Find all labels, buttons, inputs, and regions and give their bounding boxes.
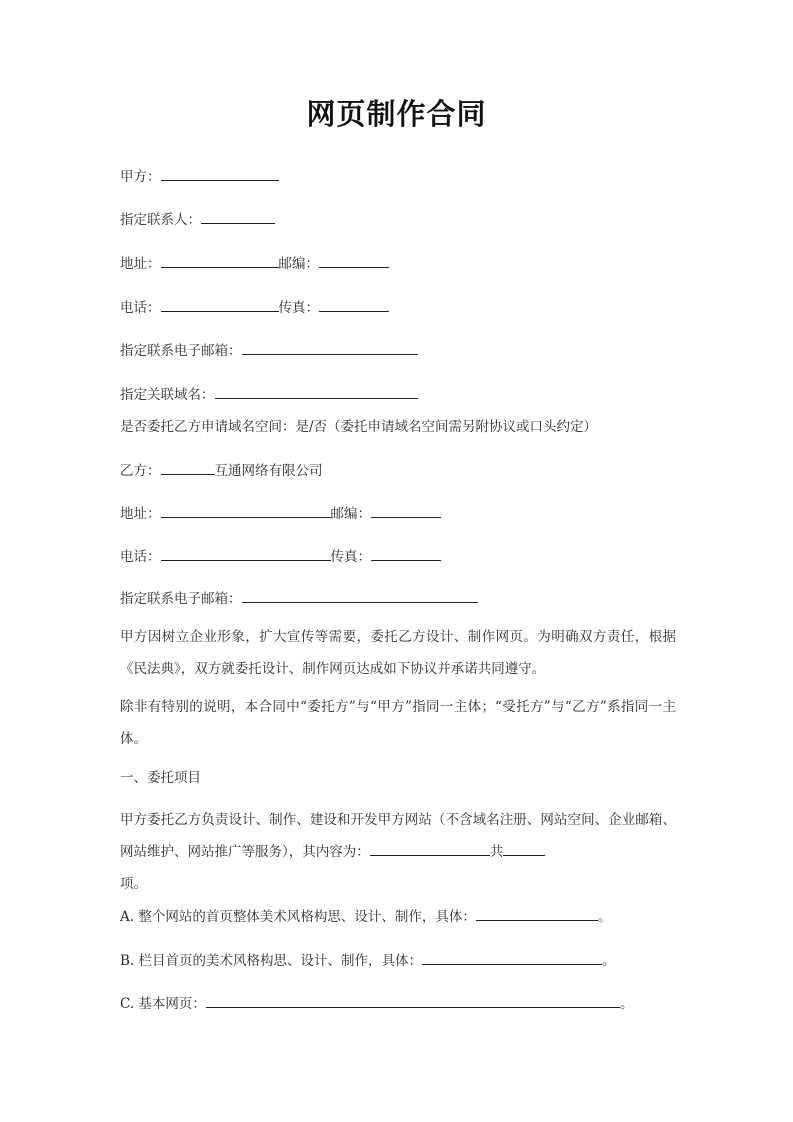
party-a-domain-label: 指定关联域名： xyxy=(120,387,215,403)
party-a-domain-line xyxy=(120,384,418,405)
party-b-phone-line xyxy=(120,546,441,567)
item-c-text: C. 基本网页： xyxy=(120,996,206,1012)
party-b-address-line xyxy=(120,503,441,524)
section-1-content-blank[interactable] xyxy=(370,841,490,856)
party-b-email-blank[interactable] xyxy=(242,588,478,603)
party-a-address-blank[interactable] xyxy=(161,253,279,268)
section-1-text: 甲方委托乙方负责设计、制作、建设和开发甲方网站（不含域名注册、网站空间、企业邮箱、网站维护、网站推广等服务），其内容为： xyxy=(120,812,676,860)
party-a-contact-blank[interactable] xyxy=(201,209,275,224)
party-a-fax-label: 传真： xyxy=(278,300,319,316)
party-b-postcode-label: 邮编： xyxy=(330,506,371,522)
item-a-end: 。 xyxy=(597,909,612,925)
party-b-email-line xyxy=(120,588,478,609)
item-b-end: 。 xyxy=(602,953,616,969)
item-c xyxy=(120,993,633,1014)
section-1-heading: 一、委托项目 xyxy=(120,770,201,786)
party-b-postcode-blank[interactable] xyxy=(371,503,441,518)
party-b-phone-blank[interactable] xyxy=(161,546,331,561)
party-a-address-line xyxy=(120,253,389,274)
section-1-paragraph xyxy=(120,804,676,900)
item-c-end: 。 xyxy=(619,996,634,1012)
party-a-email-line xyxy=(120,340,418,361)
party-a-postcode-blank[interactable] xyxy=(319,253,389,268)
item-a xyxy=(120,906,611,927)
item-c-blank[interactable] xyxy=(206,993,620,1008)
party-b-line xyxy=(120,460,323,481)
party-a-fax-blank[interactable] xyxy=(319,297,389,312)
party-a-contact-line xyxy=(120,209,275,230)
domain-question: 是否委托乙方申请域名空间：是/否（委托申请域名空间需另附协议或口头约定） xyxy=(120,419,598,435)
party-b-address-blank[interactable] xyxy=(161,503,331,518)
party-a-phone-label: 电话： xyxy=(120,300,161,316)
party-a-phone-line xyxy=(120,297,389,318)
section-1-unit: 项。 xyxy=(120,876,147,892)
party-a-domain-blank[interactable] xyxy=(215,384,418,399)
section-1-count-blank[interactable] xyxy=(503,841,545,856)
item-b xyxy=(120,950,616,971)
definition-paragraph: 除非有特别的说明，本合同中“委托方”与“甲方”指同一主体；“受托方”与“乙方”系指同一主体。 xyxy=(120,699,676,747)
section-1-total: 共 xyxy=(489,844,504,860)
document-title: 网页制作合同 xyxy=(306,97,487,131)
party-b-address-label: 地址： xyxy=(120,506,161,522)
item-b-text: B. 栏目首页的美术风格构思、设计、制作，具体： xyxy=(120,953,423,969)
party-a-address-label: 地址： xyxy=(120,256,161,272)
party-b-company: 互通网络有限公司 xyxy=(214,463,323,479)
party-a-phone-blank[interactable] xyxy=(161,297,279,312)
party-a-postcode-label: 邮编： xyxy=(278,256,319,272)
party-b-blank[interactable] xyxy=(161,460,215,475)
party-a-email-label: 指定联系电子邮箱： xyxy=(120,343,242,359)
party-a-line xyxy=(120,166,279,187)
intro-paragraph: 甲方因树立企业形象，扩大宣传等需要，委托乙方设计、制作网页。为明确双方责任，根据《民法典》，双方就委托设计、制作网页达成如下协议并承诺共同遵守。 xyxy=(120,629,676,677)
party-b-email-label: 指定联系电子邮箱： xyxy=(120,591,242,607)
party-b-fax-blank[interactable] xyxy=(371,546,441,561)
item-a-text: A. 整个网站的首页整体美术风格构思、设计、制作，具体： xyxy=(120,909,476,925)
party-b-label: 乙方： xyxy=(120,463,161,479)
party-a-contact-label: 指定联系人： xyxy=(120,212,201,228)
party-b-fax-label: 传真： xyxy=(330,549,371,565)
party-b-phone-label: 电话： xyxy=(120,549,161,565)
item-a-blank[interactable] xyxy=(476,906,598,921)
party-a-label: 甲方： xyxy=(120,169,161,185)
party-a-blank[interactable] xyxy=(161,166,279,181)
party-a-email-blank[interactable] xyxy=(242,340,418,355)
item-b-blank[interactable] xyxy=(422,950,602,965)
